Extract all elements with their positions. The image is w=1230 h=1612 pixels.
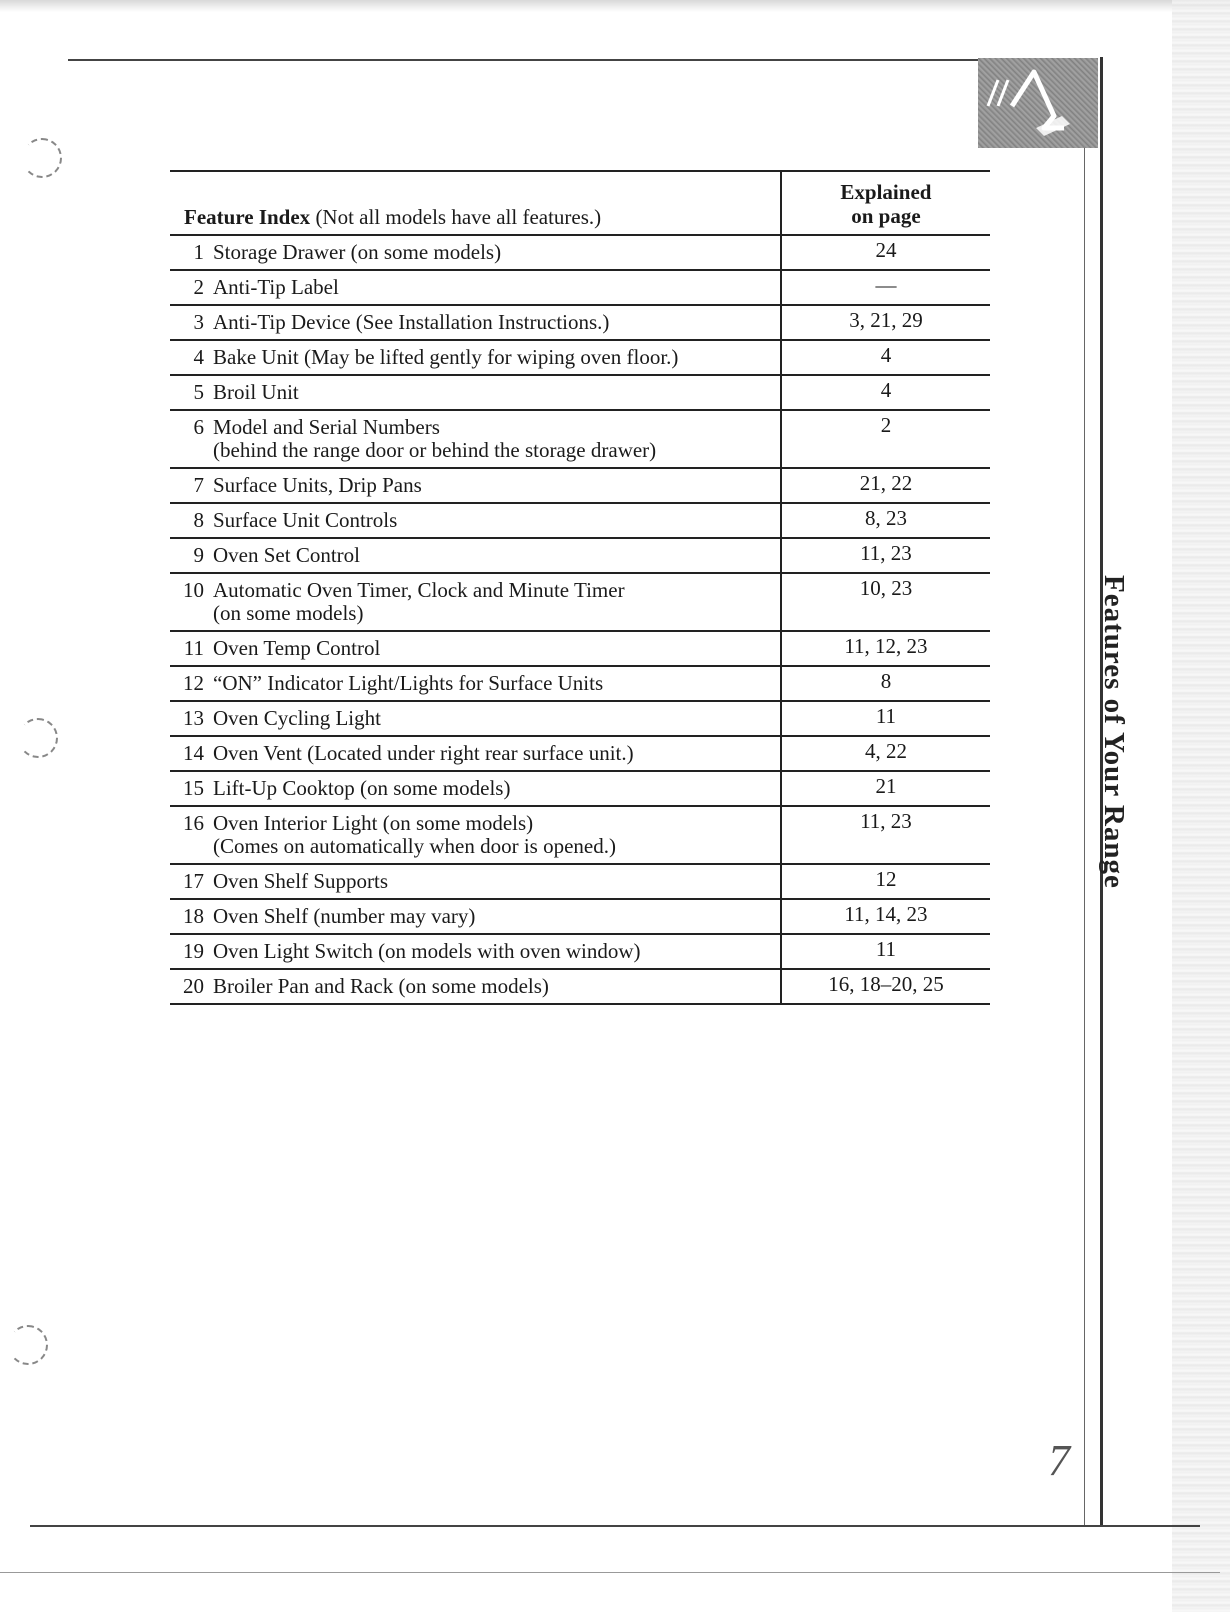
feature-pages: 4, 22: [781, 736, 990, 771]
feature-name: Model and Serial Numbers: [213, 415, 440, 439]
table-row: [170, 934, 990, 969]
feature-number: 7: [193, 473, 204, 497]
feature-cell: [170, 340, 781, 375]
table-row: [170, 969, 990, 1004]
feature-pages: 2: [781, 410, 990, 468]
table-row: [170, 503, 990, 538]
feature-number: 6: [193, 415, 204, 439]
feature-index-title: Feature Index: [184, 205, 311, 229]
feature-cell: [170, 503, 781, 538]
feature-number: 15: [183, 776, 204, 800]
feature-number: 13: [183, 706, 204, 730]
feature-cell: [170, 666, 781, 701]
feature-number: 20: [183, 974, 204, 998]
feature-number: 1: [193, 240, 204, 264]
top-rule: [68, 59, 1068, 61]
feature-number: 9: [193, 543, 204, 567]
page-frame-bottom: [30, 1525, 1200, 1527]
feature-number: 2: [193, 275, 204, 299]
feature-pages: 8, 23: [781, 503, 990, 538]
feature-subtext: (on some models): [213, 601, 364, 625]
feature-pages: 11, 23: [781, 806, 990, 864]
feature-index-table: [170, 170, 990, 1005]
feature-number: 18: [183, 904, 204, 928]
table-row: [170, 305, 990, 340]
feature-pages: 10, 23: [781, 573, 990, 631]
feature-subtext: (behind the range door or behind the storage drawer): [213, 438, 657, 462]
feature-number: 10: [183, 578, 204, 602]
feature-cell: [170, 899, 781, 934]
feature-pages: 11: [781, 701, 990, 736]
scan-shadow-top: [0, 0, 1230, 12]
table-row: [170, 538, 990, 573]
feature-name: “ON” Indicator Light/Lights for Surface Units: [213, 671, 604, 695]
feature-pages: 4: [781, 340, 990, 375]
feature-pages: 3, 21, 29: [781, 305, 990, 340]
table-row: [170, 340, 990, 375]
table-row: [170, 410, 990, 468]
feature-index-note: (Not all models have all features.): [315, 205, 602, 229]
feature-number: 4: [193, 345, 204, 369]
table-row: [170, 736, 990, 771]
feature-number: 11: [183, 636, 204, 660]
feature-number: 5: [193, 380, 204, 404]
section-side-title: [1100, 575, 1140, 935]
feature-pages: 11: [781, 934, 990, 969]
table-row: [170, 235, 990, 270]
table-header-row: [170, 171, 990, 235]
feature-cell: [170, 573, 781, 631]
feature-cell: [170, 806, 781, 864]
table-row: [170, 468, 990, 503]
feature-name: Oven Shelf (number may vary): [213, 904, 476, 928]
feature-cell: [170, 468, 781, 503]
feature-name: Anti-Tip Device (See Installation Instructions.): [213, 310, 610, 334]
feature-number: 19: [183, 939, 204, 963]
feature-cell: [170, 934, 781, 969]
feature-pages: 8: [781, 666, 990, 701]
table-row: [170, 806, 990, 864]
feature-subtext: (Comes on automatically when door is opened.): [213, 834, 616, 858]
feature-cell: [170, 701, 781, 736]
feature-cell: [170, 736, 781, 771]
feature-cell: [170, 771, 781, 806]
feature-name: Oven Interior Light (on some models): [213, 811, 534, 835]
feature-number: 12: [183, 671, 204, 695]
feature-name: Anti-Tip Label: [213, 275, 339, 299]
feature-pages: —: [781, 270, 990, 305]
feature-number: 8: [193, 508, 204, 532]
feature-pages: 21: [781, 771, 990, 806]
table-row: [170, 631, 990, 666]
feature-name: Surface Unit Controls: [213, 508, 398, 532]
feature-cell: [170, 631, 781, 666]
feature-name: Oven Vent (Located under right rear surface unit.): [213, 741, 634, 765]
feature-pages: 11, 12, 23: [781, 631, 990, 666]
binder-hole-icon: [8, 1325, 48, 1365]
feature-number: 17: [183, 869, 204, 893]
feature-name: Oven Shelf Supports: [213, 869, 388, 893]
feature-pages: 21, 22: [781, 468, 990, 503]
feature-cell: [170, 864, 781, 899]
feature-column-header: [170, 171, 781, 235]
table-row: [170, 270, 990, 305]
table-row: [170, 864, 990, 899]
binder-hole-icon: [18, 718, 58, 758]
section-logo-icon: [978, 58, 1098, 148]
feature-number: 14: [183, 741, 204, 765]
feature-name: Broiler Pan and Rack (on some models): [213, 974, 549, 998]
side-title-text: Features of Your Range: [1098, 575, 1130, 889]
table-row: [170, 666, 990, 701]
feature-cell: [170, 538, 781, 573]
feature-cell: [170, 305, 781, 340]
feature-name: Lift-Up Cooktop (on some models): [213, 776, 511, 800]
table-row: [170, 771, 990, 806]
feature-pages: 11, 23: [781, 538, 990, 573]
feature-name: Oven Set Control: [213, 543, 360, 567]
scan-shadow-right: [1172, 0, 1230, 1612]
page-column-header-line1: Explained: [840, 180, 932, 204]
feature-number: 16: [183, 811, 204, 835]
page-column-header-line2: on page: [851, 204, 921, 228]
feature-name: Oven Temp Control: [213, 636, 381, 660]
page-frame-inner: [1084, 146, 1085, 1526]
table-row: [170, 899, 990, 934]
feature-name: Bake Unit (May be lifted gently for wiping oven floor.): [213, 345, 679, 369]
feature-pages: 24: [781, 235, 990, 270]
feature-cell: [170, 375, 781, 410]
feature-cell: [170, 235, 781, 270]
table-row: [170, 375, 990, 410]
binder-hole-icon: [22, 138, 62, 178]
feature-name: Oven Cycling Light: [213, 706, 381, 730]
feature-name: Storage Drawer (on some models): [213, 240, 502, 264]
page-column-header: [781, 171, 990, 235]
feature-name: Oven Light Switch (on models with oven window): [213, 939, 641, 963]
feature-name: Surface Units, Drip Pans: [213, 473, 422, 497]
table-row: [170, 573, 990, 631]
feature-cell: [170, 270, 781, 305]
feature-pages: 4: [781, 375, 990, 410]
feature-cell: [170, 969, 781, 1004]
feature-number: 3: [193, 310, 204, 334]
feature-pages: 16, 18–20, 25: [781, 969, 990, 1004]
feature-name: Broil Unit: [213, 380, 299, 404]
feature-pages: 12: [781, 864, 990, 899]
table-row: [170, 701, 990, 736]
scan-edge-bottom: [0, 1572, 1220, 1573]
feature-name: Automatic Oven Timer, Clock and Minute Timer: [213, 578, 625, 602]
feature-pages: 11, 14, 23: [781, 899, 990, 934]
feature-cell: [170, 410, 781, 468]
page-number: 7: [1048, 1436, 1070, 1485]
